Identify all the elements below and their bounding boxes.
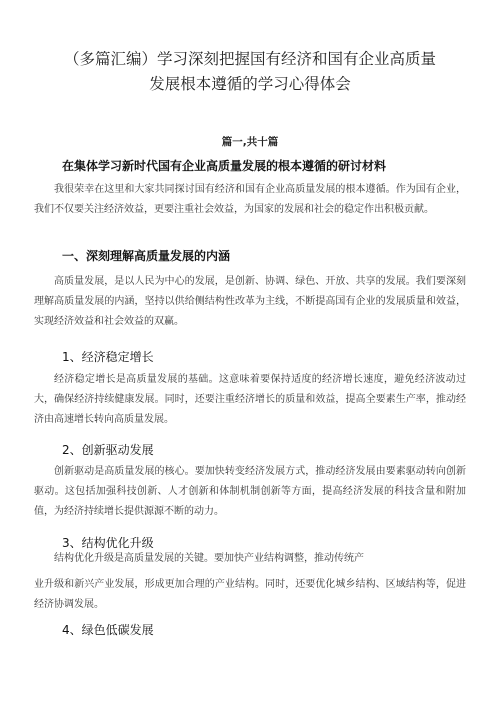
section1-heading: 一、深刻理解高质量发展的内涵 xyxy=(62,249,231,263)
item3-paragraph-line1: 结构优化升级是高质量发展的关键。要加快产业结构调整，推动传统产 xyxy=(54,553,364,564)
item1-heading: 1、经济稳定增长 xyxy=(62,350,154,364)
item1-paragraph: 经济稳定增长是高质量发展的基础。这意味着要保持适度的经济增长速度，避免经济波动过大，确保经济持续健康发展。同时，还要注重经济增长的质量和效益，提高全要素生产率，推动经济由高速增长转向高质量发展。 xyxy=(34,374,466,425)
document-title-line2: 发展根本遵循的学习心得体会 xyxy=(149,75,351,93)
item3-paragraph-rest: 业升级和新兴产业发展，形成更加合理的产业结构。同时，还要优化城乡结构、区域结构等，促进经济协调发展。 xyxy=(34,579,466,610)
article-title: 在集体学习新时代国有企业高质量发展的根本遵循的研讨材料 xyxy=(62,159,387,173)
section1-paragraph: 高质量发展，是以人民为中心的发展，是创新、协调、绿色、开放、共享的发展。我们要深刻理解高质量发展的内涵，坚持以供给侧结构性改革为主线，不断提高国有企业的发展质量和效益，实现经济效益和社会效益的双赢。 xyxy=(34,276,466,327)
item2-heading: 2、创新驱动发展 xyxy=(62,443,154,457)
document-subtitle: 篇一,共十篇 xyxy=(221,136,279,148)
item3-heading: 3、结构优化升级 xyxy=(62,536,154,550)
document-title-line1: （多篇汇编）学习深刻把握国有经济和国有企业高质量 xyxy=(63,50,436,68)
intro-paragraph: 我很荣幸在这里和大家共同探讨国有经济和国有企业高质量发展的根本遵循。作为国有企业，我们不仅要关注经济效益，更要注重社会效益，为国家的发展和社会的稳定作出积极贡献。 xyxy=(34,184,466,215)
item4-heading: 4、绿色低碳发展 xyxy=(62,623,154,637)
item2-paragraph: 创新驱动是高质量发展的核心。要加快转变经济发展方式，推动经济发展由要素驱动转向创新驱动。这包括加强科技创新、人才创新和体制机制创新等方面，提高经济发展的科技含量和附加值，为经济持续增长提供源源不断的动力。 xyxy=(34,466,466,517)
